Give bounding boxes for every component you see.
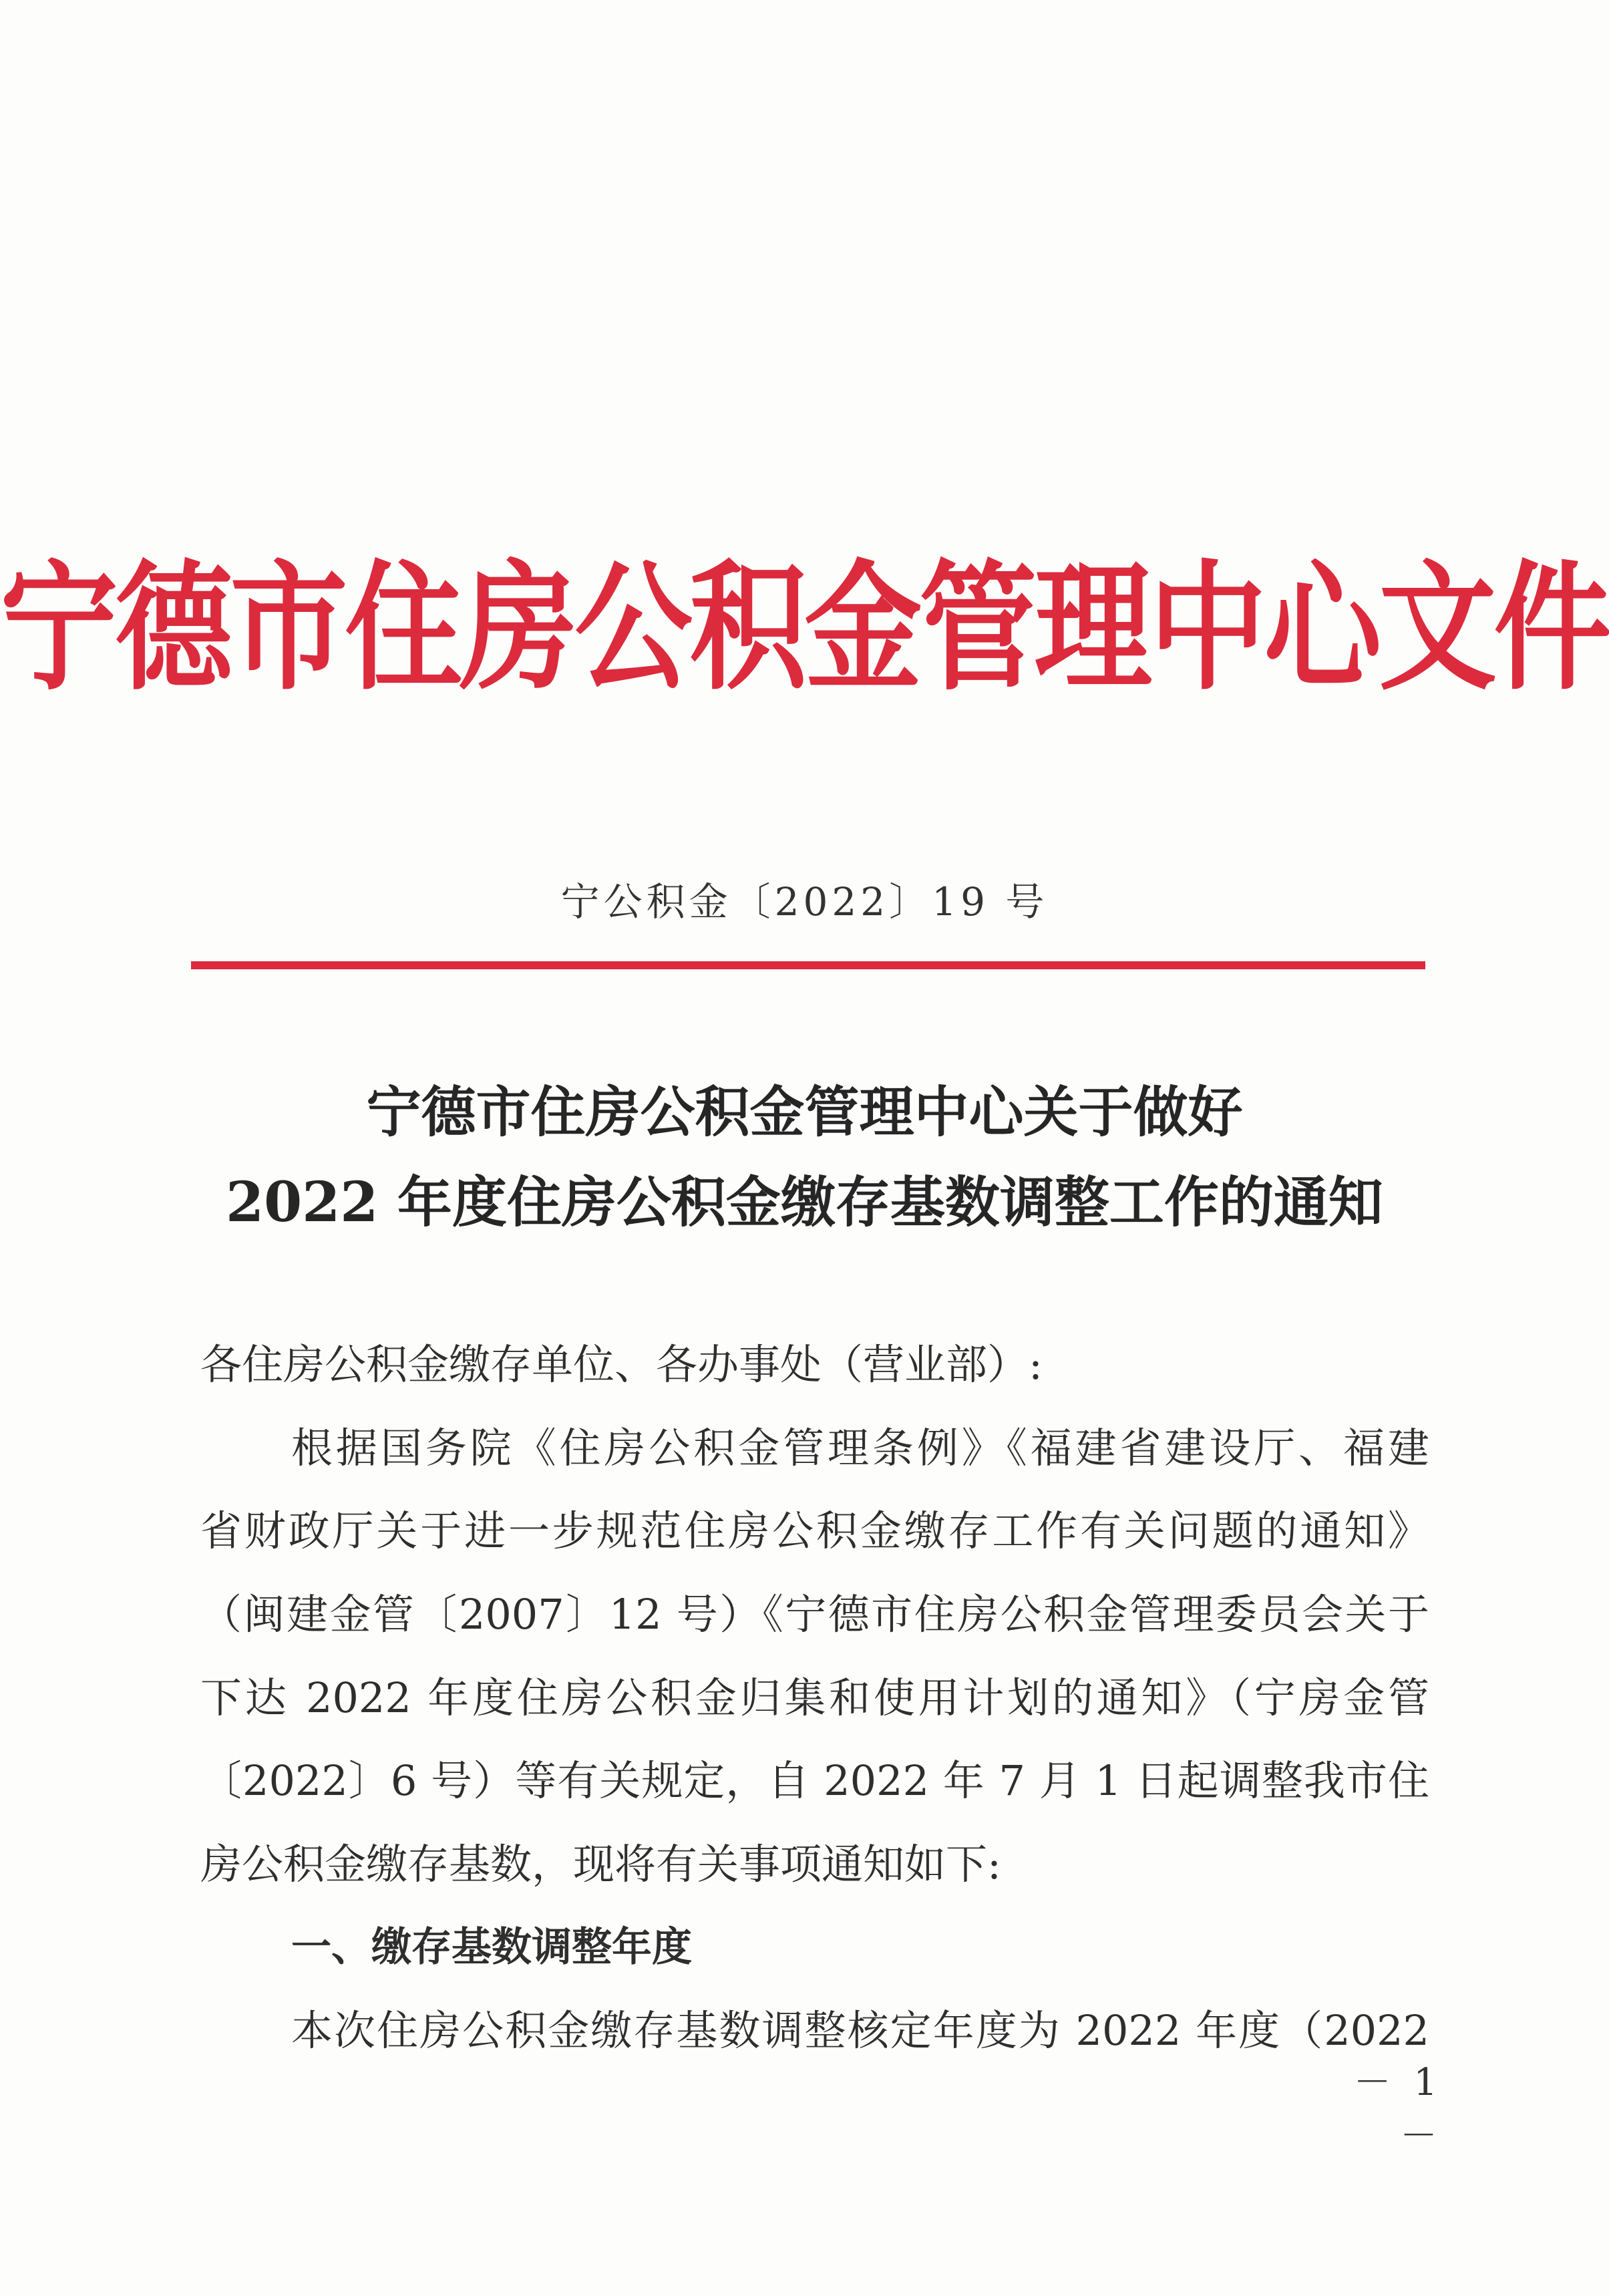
paragraph-line: 根据国务院《住房公积金管理条例》《福建省建设厅、福建 [291,1424,1429,1472]
paragraph-line: 房公积金缴存基数，现将有关事项通知如下: [200,1840,1001,1889]
paragraph-line: 省财政厅关于进一步规范住房公积金缴存工作有关问题的通知》 [200,1506,1429,1555]
section-heading: 一、缴存基数调整年度 [291,1924,692,1971]
paragraph-line: 本次住房公积金缴存基数调整核定年度为 2022 年度（2022 [291,2006,1429,2055]
document-number: 宁公积金〔2022〕19 号 [560,879,1049,925]
red-divider-line [191,961,1425,969]
paragraph-line: 下达 2022 年度住房公积金归集和使用计划的通知》（宁房金管 [200,1673,1429,1722]
notice-title-line-2: 2022 年度住房公积金缴存基数调整工作的通知 [226,1170,1383,1235]
page-number: － 1 － [1353,2061,1443,2158]
paragraph-line: 〔2022〕6 号）等有关规定，自 2022 年 7 月 1 日起调整我市住 [200,1756,1429,1805]
salutation: 各住房公积金缴存单位、各办事处（营业部）: [200,1340,1043,1389]
masthead-title: 宁德市住房公积金管理中心文件 [0,546,1609,709]
notice-title-line-1: 宁德市住房公积金管理中心关于做好 [366,1080,1243,1144]
paragraph-line: （闽建金管〔2007〕12 号）《宁德市住房公积金管理委员会关于 [200,1590,1429,1639]
